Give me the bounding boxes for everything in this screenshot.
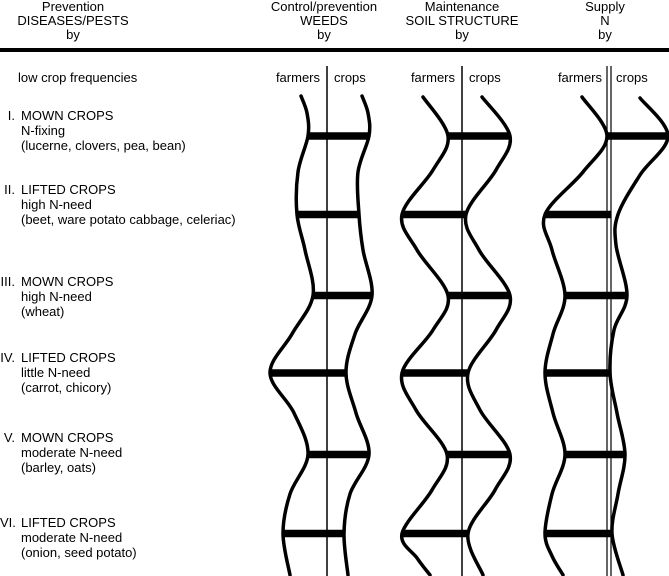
rotation-item-numeral: III.	[0, 274, 15, 289]
rotation-item-title: MOWN CROPS	[21, 430, 114, 445]
crops-label: crops	[616, 70, 648, 85]
column-header-diseases-pests	[17, 0, 128, 42]
rotation-item-numeral: I.	[7, 108, 15, 123]
rotation-item-examples: (wheat)	[21, 304, 65, 319]
header-by-label: by	[317, 27, 331, 42]
farmers-label: farmers	[557, 70, 602, 85]
nitrogen-crops-curve	[610, 98, 668, 575]
rotation-item-title: LIFTED CROPS	[21, 515, 116, 530]
rotation-item-6	[0, 515, 137, 560]
rotation-item-title: MOWN CROPS	[21, 274, 114, 289]
rotation-item-attribute: moderate N-need	[21, 530, 123, 545]
header-function-label: Maintenance	[424, 0, 500, 14]
header-function-label: Prevention	[41, 0, 105, 14]
column-header-weeds	[271, 0, 377, 42]
rotation-item-attribute: moderate N-need	[21, 445, 123, 460]
farmers-label: farmers	[410, 70, 455, 85]
header-object-label: DISEASES/PESTS	[17, 13, 129, 28]
header-object-label: N	[600, 13, 610, 28]
header-function-label: Control/prevention	[270, 0, 378, 14]
rotation-item-examples: (carrot, chicory)	[21, 380, 112, 395]
rotation-item-examples: (onion, seed potato)	[21, 545, 137, 560]
rotation-item-2	[0, 182, 236, 227]
farmers-label: farmers	[275, 70, 320, 85]
header-by-label: by	[66, 27, 80, 42]
rotation-item-attribute: little N-need	[21, 365, 91, 380]
header-by-label: by	[598, 27, 612, 42]
rotation-item-5	[0, 430, 122, 475]
rotation-item-attribute: N-fixing	[21, 123, 66, 138]
rotation-item-numeral: VI.	[0, 515, 16, 530]
rotation-item-attribute: high N-need	[21, 289, 92, 304]
rotation-item-examples: (beet, ware potato cabbage, celeriac)	[21, 212, 236, 227]
header-function-label: Supply	[585, 0, 625, 14]
rotation-item-examples: (barley, oats)	[21, 460, 96, 475]
rotation-item-numeral: IV.	[0, 350, 15, 365]
rotation-item-title: MOWN CROPS	[21, 108, 114, 123]
rotation-item-title: LIFTED CROPS	[21, 182, 116, 197]
soil-structure-farmers-curve	[401, 97, 448, 575]
rotation-item-1	[0, 108, 186, 153]
weeds-farmers-curve	[270, 96, 313, 575]
nitrogen-farmers-curve	[543, 97, 607, 575]
low-crop-frequencies-note: low crop frequencies	[18, 70, 138, 85]
column-header-soil-structure	[406, 0, 519, 42]
rotation-item-attribute: high N-need	[21, 197, 92, 212]
rotation-item-title: LIFTED CROPS	[21, 350, 116, 365]
rotation-item-numeral: V.	[3, 430, 15, 445]
rotation-item-numeral: II.	[4, 182, 15, 197]
weeds-crops-curve	[344, 96, 372, 575]
header-object-label: WEEDS	[300, 13, 348, 28]
header-object-label: SOIL STRUCTURE	[405, 13, 519, 28]
rotation-item-4	[0, 350, 116, 395]
rotation-item-3	[0, 274, 113, 319]
crops-label: crops	[469, 70, 501, 85]
header-by-label: by	[455, 27, 469, 42]
soil-structure-crops-curve	[465, 97, 510, 575]
column-header-nitrogen	[585, 0, 625, 42]
header-rule	[0, 48, 669, 52]
crops-label: crops	[334, 70, 366, 85]
rotation-item-examples: (lucerne, clovers, pea, bean)	[21, 138, 186, 153]
